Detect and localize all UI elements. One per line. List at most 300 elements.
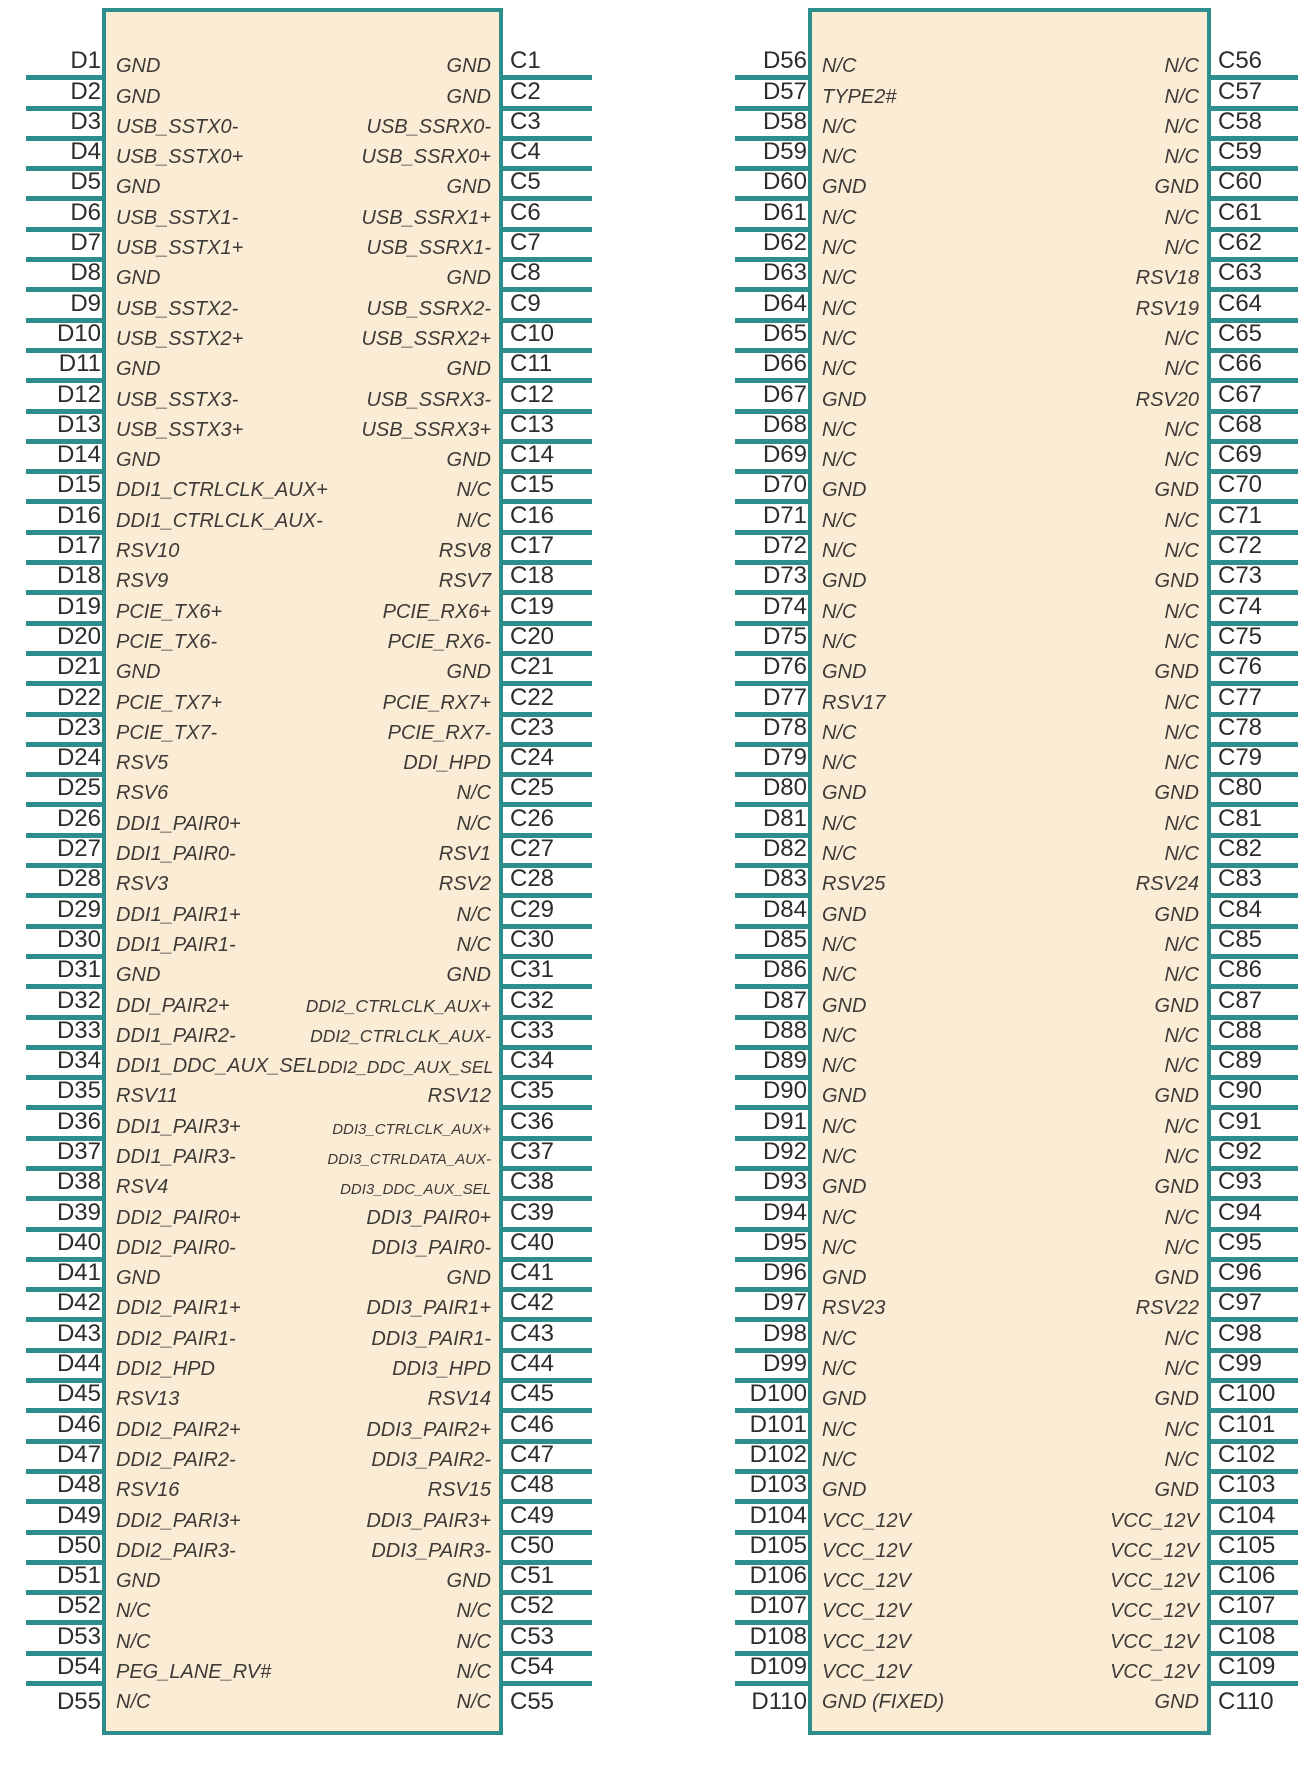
pin-stub-d98 — [735, 1319, 808, 1352]
signal-c106: VCC_12V — [1110, 1570, 1199, 1593]
pin-row-d86 — [812, 959, 1207, 989]
signal-c84: GND — [1154, 903, 1199, 926]
pin-stub-c65 — [1211, 319, 1298, 353]
pin-label-c97: C97 — [1218, 1289, 1263, 1317]
signal-c3: USB_SSRX0- — [366, 115, 491, 138]
pin-label-d109: D109 — [749, 1653, 807, 1681]
pin-stub-d21 — [26, 653, 102, 686]
signal-d70: GND — [822, 479, 867, 502]
pin-row-d104 — [812, 1504, 1207, 1534]
pin-stub-c88 — [1211, 1016, 1298, 1050]
pin-row-d52 — [106, 1595, 499, 1625]
signal-c43: DDI3_PAIR1- — [371, 1327, 491, 1350]
pin-row-d15 — [106, 474, 499, 504]
pin-stub-d36 — [26, 1107, 102, 1140]
pin-label-d67: D67 — [762, 380, 807, 408]
pin-row-d28 — [106, 868, 499, 898]
pin-stub-d3 — [26, 107, 102, 141]
pin-stub-c42 — [503, 1289, 592, 1322]
pin-row-d77 — [812, 686, 1207, 716]
pin-stub-c25 — [503, 774, 592, 807]
pin-stub-c50 — [503, 1531, 592, 1565]
pin-stub-c109 — [1211, 1653, 1298, 1686]
pin-stub-c72 — [1211, 532, 1298, 565]
pin-label-c29: C29 — [510, 895, 555, 923]
pin-label-d23: D23 — [56, 713, 101, 741]
pin-row-d62 — [812, 232, 1207, 262]
pin-row-d80 — [812, 777, 1207, 807]
pin-stub-c21 — [503, 653, 592, 686]
pin-row-d24 — [106, 747, 499, 777]
pin-label-c49: C49 — [510, 1501, 555, 1529]
pin-row-d8 — [106, 262, 499, 292]
pin-stub-c54 — [503, 1653, 592, 1686]
signal-c17: RSV8 — [438, 540, 491, 563]
signal-c56: N/C — [1164, 55, 1199, 78]
pin-label-d20: D20 — [56, 622, 101, 650]
signal-c6: USB_SSRX1+ — [361, 206, 491, 229]
pin-row-d56 — [812, 50, 1207, 80]
pin-label-c51: C51 — [510, 1562, 555, 1590]
signal-c62: N/C — [1164, 237, 1199, 260]
pin-label-c32: C32 — [510, 986, 555, 1014]
signal-d4: USB_SSTX0+ — [116, 146, 244, 169]
pin-row-d108 — [812, 1625, 1207, 1655]
signal-c42: DDI3_PAIR1+ — [366, 1297, 491, 1320]
pin-label-c104: C104 — [1218, 1501, 1276, 1529]
pin-row-d33 — [106, 1020, 499, 1050]
connector-block-right — [735, 8, 1298, 1735]
signal-d97: RSV23 — [822, 1297, 886, 1320]
pin-row-d59 — [812, 141, 1207, 171]
pin-stub-d60 — [735, 168, 808, 201]
pin-label-c58: C58 — [1218, 107, 1263, 135]
pin-stub-c37 — [503, 1137, 592, 1171]
pin-stub-d22 — [26, 683, 102, 716]
pin-row-d105 — [812, 1535, 1207, 1565]
pin-stub-c18 — [503, 562, 592, 595]
signal-c1: GND — [446, 55, 491, 78]
pin-label-c46: C46 — [510, 1410, 555, 1438]
pin-stub-d35 — [26, 1077, 102, 1110]
signal-d60: GND — [822, 176, 867, 199]
signal-d104: VCC_12V — [822, 1509, 911, 1532]
pin-row-d36 — [106, 1110, 499, 1140]
pin-label-c79: C79 — [1218, 744, 1263, 772]
pin-label-d97: D97 — [762, 1289, 807, 1317]
pin-label-c74: C74 — [1218, 592, 1263, 620]
signal-c15: N/C — [456, 479, 491, 502]
pin-stub-d18 — [26, 562, 102, 595]
pin-stub-d61 — [735, 198, 808, 231]
pin-stub-d88 — [735, 1016, 808, 1050]
pin-stub-d76 — [735, 653, 808, 686]
pin-stub-c85 — [1211, 925, 1298, 959]
pin-row-d84 — [812, 898, 1207, 928]
signal-d61: N/C — [822, 206, 857, 229]
pin-row-d14 — [106, 444, 499, 474]
signal-d10: USB_SSTX2+ — [116, 327, 244, 350]
pin-label-c77: C77 — [1218, 683, 1263, 711]
signal-c61: N/C — [1164, 206, 1199, 229]
signal-c68: N/C — [1164, 418, 1199, 441]
pin-row-d103 — [812, 1474, 1207, 1504]
pin-label-d74: D74 — [762, 592, 807, 620]
pin-label-d102: D102 — [749, 1440, 807, 1468]
pin-stub-d58 — [735, 107, 808, 141]
pin-stub-d110 — [735, 1686, 808, 1716]
pin-stub-c94 — [1211, 1198, 1298, 1231]
pin-stub-c95 — [1211, 1228, 1298, 1262]
pin-stub-c12 — [503, 380, 592, 413]
pin-row-d50 — [106, 1535, 499, 1565]
signal-c79: N/C — [1164, 752, 1199, 775]
pin-stub-d29 — [26, 895, 102, 928]
signal-d51: GND — [116, 1570, 161, 1593]
signal-c54: N/C — [456, 1661, 491, 1684]
signal-c48: RSV15 — [427, 1479, 491, 1502]
pin-label-c88: C88 — [1218, 1016, 1263, 1044]
signal-c92: N/C — [1164, 1145, 1199, 1168]
pin-stub-d56 — [735, 47, 808, 80]
pin-stub-c79 — [1211, 744, 1298, 777]
pin-row-d21 — [106, 656, 499, 686]
pin-label-c12: C12 — [510, 380, 555, 408]
pin-label-c64: C64 — [1218, 289, 1263, 317]
signal-c14: GND — [446, 449, 491, 472]
pin-row-d39 — [106, 1201, 499, 1231]
signal-d69: N/C — [822, 449, 857, 472]
pin-label-c71: C71 — [1218, 501, 1263, 529]
signal-c100: GND — [1154, 1388, 1199, 1411]
pin-stub-c24 — [503, 744, 592, 777]
pin-label-c53: C53 — [510, 1622, 555, 1650]
pin-label-c24: C24 — [510, 744, 555, 772]
signal-c31: GND — [446, 964, 491, 987]
pin-stub-c16 — [503, 501, 592, 534]
pin-label-d36: D36 — [56, 1107, 101, 1135]
pin-row-d110 — [812, 1686, 1207, 1716]
signal-d52: N/C — [116, 1600, 151, 1623]
signal-d85: N/C — [822, 933, 857, 956]
pin-label-d51: D51 — [56, 1562, 101, 1590]
signal-c29: N/C — [456, 903, 491, 926]
pin-stub-d48 — [26, 1471, 102, 1504]
signal-d7: USB_SSTX1+ — [116, 237, 244, 260]
pin-label-c10: C10 — [510, 319, 555, 347]
signal-c58: N/C — [1164, 115, 1199, 138]
signal-d81: N/C — [822, 812, 857, 835]
signal-d8: GND — [116, 267, 161, 290]
signal-d30: DDI1_PAIR1- — [116, 933, 236, 956]
pin-stub-d20 — [26, 622, 102, 656]
pin-label-d93: D93 — [762, 1168, 807, 1196]
signal-c64: RSV19 — [1135, 297, 1199, 320]
signal-d57: TYPE2# — [822, 85, 897, 108]
pin-stub-c87 — [1211, 986, 1298, 1019]
pin-label-c101: C101 — [1218, 1410, 1276, 1438]
pin-row-d70 — [812, 474, 1207, 504]
signal-d106: VCC_12V — [822, 1570, 911, 1593]
pin-stub-d71 — [735, 501, 808, 534]
signal-c41: GND — [446, 1267, 491, 1290]
pin-row-d25 — [106, 777, 499, 807]
pin-stub-d83 — [735, 865, 808, 898]
pin-stub-d66 — [735, 350, 808, 383]
signal-d46: DDI2_PAIR2+ — [116, 1418, 241, 1441]
pin-row-d58 — [812, 111, 1207, 141]
signal-d40: DDI2_PAIR0- — [116, 1236, 236, 1259]
pin-stub-c83 — [1211, 865, 1298, 898]
pin-stub-c17 — [503, 532, 592, 565]
signal-c19: PCIE_RX6+ — [382, 600, 491, 623]
pin-label-d6: D6 — [70, 198, 101, 226]
signal-d5: GND — [116, 176, 161, 199]
signal-c93: GND — [1154, 1176, 1199, 1199]
pin-label-d57: D57 — [762, 77, 807, 105]
pin-stub-c97 — [1211, 1289, 1298, 1322]
pin-label-c105: C105 — [1218, 1531, 1276, 1559]
signal-c24: DDI_HPD — [403, 752, 491, 775]
pin-label-c31: C31 — [510, 956, 555, 984]
pin-label-d88: D88 — [762, 1016, 807, 1044]
signal-c16: N/C — [456, 509, 491, 532]
pin-label-d21: D21 — [56, 653, 101, 681]
signal-d53: N/C — [116, 1630, 151, 1653]
pin-label-d14: D14 — [56, 441, 101, 469]
signal-c69: N/C — [1164, 449, 1199, 472]
pin-label-d17: D17 — [56, 532, 101, 560]
pin-label-d81: D81 — [762, 804, 807, 832]
pin-label-d15: D15 — [56, 471, 101, 499]
pin-label-d52: D52 — [56, 1592, 101, 1620]
pin-stub-d102 — [735, 1440, 808, 1474]
pin-row-d11 — [106, 353, 499, 383]
pin-stub-d42 — [26, 1289, 102, 1322]
pin-stubs-c-left — [503, 8, 592, 1735]
pin-label-c87: C87 — [1218, 986, 1263, 1014]
connector-body-left — [102, 8, 503, 1735]
signal-d11: GND — [116, 358, 161, 381]
pin-label-c57: C57 — [1218, 77, 1263, 105]
signal-d31: GND — [116, 964, 161, 987]
pin-stub-d39 — [26, 1198, 102, 1231]
signal-d48: RSV16 — [116, 1479, 180, 1502]
signal-c107: VCC_12V — [1110, 1600, 1199, 1623]
pin-row-d43 — [106, 1322, 499, 1352]
pin-label-d47: D47 — [56, 1440, 101, 1468]
pin-label-c23: C23 — [510, 713, 555, 741]
pin-row-d34 — [106, 1050, 499, 1080]
pin-label-d43: D43 — [56, 1319, 101, 1347]
pin-stub-d64 — [735, 289, 808, 322]
pin-label-d10: D10 — [56, 319, 101, 347]
pin-row-d85 — [812, 929, 1207, 959]
pin-stub-d7 — [26, 229, 102, 262]
pin-label-d41: D41 — [56, 1259, 101, 1287]
pin-label-c8: C8 — [510, 259, 541, 287]
signal-d44: DDI2_HPD — [116, 1358, 215, 1381]
signal-d63: N/C — [822, 267, 857, 290]
pin-label-c95: C95 — [1218, 1228, 1263, 1256]
pin-stub-d30 — [26, 925, 102, 959]
pin-label-d34: D34 — [56, 1047, 101, 1075]
signal-c51: GND — [446, 1570, 491, 1593]
signal-d56: N/C — [822, 55, 857, 78]
pin-row-d30 — [106, 929, 499, 959]
pin-stub-d37 — [26, 1137, 102, 1171]
pin-label-c43: C43 — [510, 1319, 555, 1347]
pin-stub-c74 — [1211, 592, 1298, 625]
pin-label-d1: D1 — [70, 47, 101, 75]
pin-row-d32 — [106, 989, 499, 1019]
pin-stub-c71 — [1211, 501, 1298, 534]
connector-body-right — [808, 8, 1211, 1735]
pin-label-d110: D110 — [751, 1688, 807, 1716]
pin-stub-d95 — [735, 1228, 808, 1262]
pin-stub-c81 — [1211, 804, 1298, 837]
signal-d20: PCIE_TX6- — [116, 630, 218, 653]
pin-stub-d93 — [735, 1168, 808, 1201]
pin-stub-d31 — [26, 956, 102, 989]
pin-stub-d62 — [735, 229, 808, 262]
pin-label-c2: C2 — [510, 77, 541, 105]
pin-label-d28: D28 — [56, 865, 101, 893]
pin-stub-d27 — [26, 835, 102, 868]
signal-d15: DDI1_CTRLCLK_AUX+ — [116, 479, 328, 502]
signal-d1: GND — [116, 55, 161, 78]
pin-row-d22 — [106, 686, 499, 716]
pin-label-d30: D30 — [56, 925, 101, 953]
signal-d27: DDI1_PAIR0- — [116, 843, 236, 866]
pin-stub-d65 — [735, 319, 808, 353]
signal-c26: N/C — [456, 812, 491, 835]
pin-row-d66 — [812, 353, 1207, 383]
pin-stub-c105 — [1211, 1531, 1298, 1565]
signal-c37: DDI3_CTRLDATA_AUX- — [327, 1150, 491, 1168]
pin-stub-d82 — [735, 835, 808, 868]
pin-stub-c43 — [503, 1319, 592, 1352]
signal-d79: N/C — [822, 752, 857, 775]
pin-stub-d74 — [735, 592, 808, 625]
pin-stub-c66 — [1211, 350, 1298, 383]
signal-c87: GND — [1154, 994, 1199, 1017]
pin-stub-c98 — [1211, 1319, 1298, 1352]
pin-stub-c51 — [503, 1562, 592, 1595]
pin-stub-d103 — [735, 1471, 808, 1504]
pin-stub-d26 — [26, 804, 102, 837]
pin-row-d82 — [812, 838, 1207, 868]
pin-stub-c84 — [1211, 895, 1298, 928]
pin-stub-c32 — [503, 986, 592, 1019]
pin-label-d100: D100 — [749, 1380, 807, 1408]
signal-d29: DDI1_PAIR1+ — [116, 903, 241, 926]
pin-row-d96 — [812, 1262, 1207, 1292]
pin-stub-c28 — [503, 865, 592, 898]
signal-d98: N/C — [822, 1327, 857, 1350]
pin-label-c4: C4 — [510, 138, 541, 166]
signal-d94: N/C — [822, 1206, 857, 1229]
signal-c35: RSV12 — [427, 1085, 491, 1108]
signal-d83: RSV25 — [822, 873, 886, 896]
signal-c46: DDI3_PAIR2+ — [366, 1418, 491, 1441]
signal-c13: USB_SSRX3+ — [361, 418, 491, 441]
pin-label-c26: C26 — [510, 804, 555, 832]
pin-row-d38 — [106, 1171, 499, 1201]
signal-c103: GND — [1154, 1479, 1199, 1502]
pin-label-d104: D104 — [749, 1501, 807, 1529]
pin-stub-c41 — [503, 1259, 592, 1292]
signal-d84: GND — [822, 903, 867, 926]
pin-label-d9: D9 — [70, 289, 101, 317]
signal-d93: GND — [822, 1176, 867, 1199]
signal-d82: N/C — [822, 843, 857, 866]
pin-stub-c26 — [503, 804, 592, 837]
pin-label-d61: D61 — [762, 198, 807, 226]
pin-stub-c59 — [1211, 138, 1298, 171]
pin-label-d60: D60 — [762, 168, 807, 196]
signal-d103: GND — [822, 1479, 867, 1502]
pin-stub-c102 — [1211, 1440, 1298, 1474]
pin-row-d48 — [106, 1474, 499, 1504]
pin-label-d108: D108 — [749, 1622, 807, 1650]
pin-label-d2: D2 — [70, 77, 101, 105]
pin-stub-c110 — [1211, 1686, 1298, 1716]
pin-stub-c19 — [503, 592, 592, 625]
pin-stub-d41 — [26, 1259, 102, 1292]
pin-row-d107 — [812, 1595, 1207, 1625]
pin-label-d5: D5 — [70, 168, 101, 196]
pin-stub-d78 — [735, 713, 808, 747]
signal-d3: USB_SSTX0- — [116, 115, 239, 138]
pin-stub-c29 — [503, 895, 592, 928]
pin-stub-d2 — [26, 77, 102, 110]
pin-label-c103: C103 — [1218, 1471, 1276, 1499]
signal-d73: GND — [822, 570, 867, 593]
signal-d28: RSV3 — [116, 873, 169, 896]
pin-label-d70: D70 — [762, 471, 807, 499]
pin-row-d5 — [106, 171, 499, 201]
signal-c57: N/C — [1164, 85, 1199, 108]
pin-label-d50: D50 — [56, 1531, 101, 1559]
pin-label-d58: D58 — [762, 107, 807, 135]
pin-label-d13: D13 — [56, 410, 101, 438]
pin-label-d24: D24 — [56, 744, 101, 772]
pin-stub-c62 — [1211, 229, 1298, 262]
signal-d74: N/C — [822, 600, 857, 623]
signal-c44: DDI3_HPD — [392, 1358, 491, 1381]
signal-d24: RSV5 — [116, 752, 169, 775]
pin-stub-d13 — [26, 410, 102, 444]
pin-label-c20: C20 — [510, 622, 555, 650]
pin-label-c107: C107 — [1218, 1592, 1276, 1620]
pin-label-d87: D87 — [762, 986, 807, 1014]
pin-stub-d6 — [26, 198, 102, 231]
pin-row-d31 — [106, 959, 499, 989]
signal-d34: DDI1_DDC_AUX_SEL — [116, 1055, 318, 1078]
signal-d89: N/C — [822, 1055, 857, 1078]
signal-d102: N/C — [822, 1448, 857, 1471]
signal-c47: DDI3_PAIR2- — [371, 1448, 491, 1471]
pin-label-d79: D79 — [762, 744, 807, 772]
pin-label-d69: D69 — [762, 441, 807, 469]
pin-stub-d68 — [735, 410, 808, 444]
pin-label-d56: D56 — [762, 47, 807, 75]
pin-label-d107: D107 — [749, 1592, 807, 1620]
signal-d12: USB_SSTX3- — [116, 388, 239, 411]
pin-label-d71: D71 — [762, 501, 807, 529]
pin-stub-d73 — [735, 562, 808, 595]
